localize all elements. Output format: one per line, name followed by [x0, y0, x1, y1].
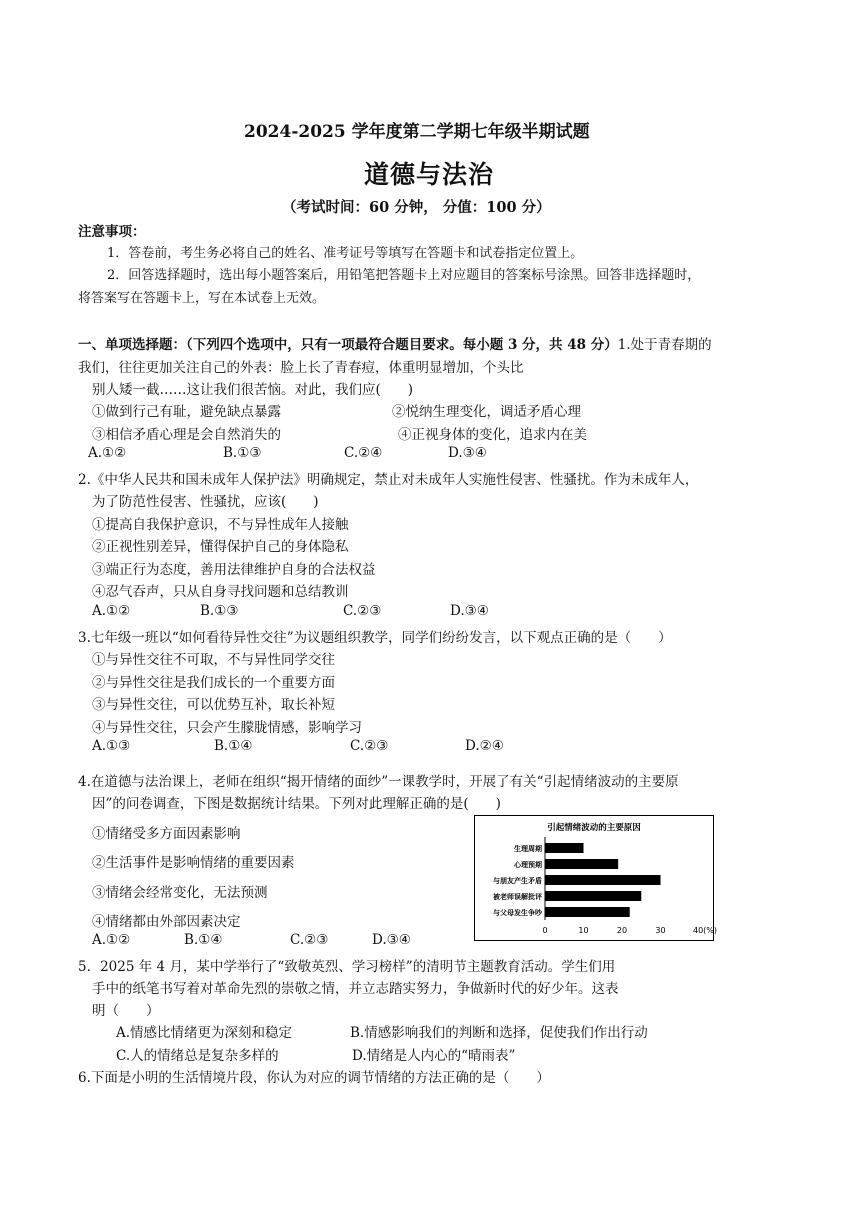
- chart-tick-label: 10: [578, 926, 589, 935]
- q4-option-4: ④情绪都由外部因素决定: [92, 914, 241, 930]
- chart-bar: [545, 907, 630, 917]
- q2-option-4: ④忍气吞声，只从自身寻找问题和总结教训: [92, 584, 349, 600]
- chart-tick-label: 30: [655, 926, 666, 935]
- q1-option-3: ③相信矛盾心理是会自然消失的: [92, 427, 281, 443]
- notice-item-2-line-1: 2．回答选择题时，选出每小题答案后，用铅笔把答题卡上对应题目的答案标号涂黑。回答非选择题时，: [107, 268, 701, 283]
- q1-stem-start: 1.处于青春期的: [617, 337, 712, 353]
- chart-category-label: 被老师误解批评: [493, 893, 542, 901]
- q1-option-1: ①做到行己有耻，避免缺点暴露: [92, 404, 281, 420]
- chart-category-label: 与朋友产生矛盾: [493, 877, 542, 885]
- chart-title: 引起情绪波动的主要原因: [547, 823, 641, 833]
- q3-option-3: ③与异性交往，可以优势互补，取长补短: [92, 697, 335, 713]
- chart-bar: [545, 843, 584, 853]
- q1-choice-a: A.①②: [88, 445, 127, 461]
- q2-choice-b: B.①③: [200, 603, 239, 619]
- q5-choice-d: D.情绪是人内心的“晴雨表”: [352, 1048, 516, 1064]
- q1-stem-line-2: 我们，往往更加关注自己的外表：脸上长了青春痘，体重明显增加，个头比: [78, 360, 524, 376]
- q2-stem-line-1: 2.《中华人民共和国未成年人保护法》明确规定，禁止对未成年人实施性侵害、性骚扰。作为未成年人，: [78, 472, 699, 488]
- q2-choice-c: C.②③: [343, 603, 382, 619]
- q4-option-1: ①情绪受多方面因素影响: [92, 826, 241, 842]
- q6-stem: 6.下面是小明的生活情境片段，你认为对应的调节情绪的方法正确的是（ ）: [78, 1070, 550, 1086]
- q2-choice-a: A.①②: [92, 603, 131, 619]
- q4-stem-line-1: 4.在道德与法治课上，老师在组织“揭开情绪的面纱”一课教学时，开展了有关“引起情绪波动的主要原: [78, 774, 679, 790]
- exam-title: 2024-2025 学年度第二学期七年级半期试题: [244, 122, 590, 142]
- q1-option-4: ④正视身体的变化，追求内在美: [398, 427, 587, 443]
- q3-choice-a: A.①③: [92, 738, 131, 754]
- q4-choice-b: B.①④: [184, 932, 223, 948]
- section-1-heading: 一、单项选择题：（下列四个选项中，只有一项最符合题目要求。每小题 3 分，共 48 分）: [78, 337, 618, 353]
- subject-title: 道德与法治: [364, 160, 495, 189]
- notice-item-1: 1．答卷前，考生务必将自己的姓名、准考证号等填写在答题卡和试卷指定位置上。: [107, 246, 584, 261]
- q1-choice-b: B.①③: [223, 445, 262, 461]
- q5-choice-a: A.情感比情绪更为深刻和稳定: [116, 1025, 293, 1041]
- q5-choice-b: B.情感影响我们的判断和选择，促使我们作出行动: [350, 1025, 648, 1041]
- q3-option-1: ①与异性交往不可取，不与异性同学交往: [92, 652, 335, 668]
- chart-bar: [545, 875, 661, 885]
- q3-choice-d: D.②④: [465, 738, 504, 754]
- q4-option-3: ③情绪会经常变化，无法预测: [92, 885, 268, 901]
- notice-heading: 注意事项：: [78, 224, 146, 240]
- chart-category-label: 生理周期: [514, 845, 542, 853]
- q3-option-2: ②与异性交往是我们成长的一个重要方面: [92, 675, 335, 691]
- chart-tick-label: 40(%): [693, 926, 718, 935]
- chart-tick-label: 20: [616, 926, 628, 935]
- q4-choice-a: A.①②: [92, 932, 131, 948]
- q5-stem-line-2: 手中的纸笔书写着对革命先烈的崇敬之情，并立志踏实努力，争做新时代的好少年。这表: [92, 981, 619, 997]
- q1-option-2: ②悦纳生理变化，调适矛盾心理: [392, 404, 581, 420]
- section-1-heading-line: [78, 333, 712, 353]
- chart-bar: [545, 859, 618, 869]
- q2-option-3: ③端正行为态度，善用法律维护自身的合法权益: [92, 562, 376, 578]
- q4-stem-line-2: 因”的问卷调查，下图是数据统计结果。下列对此理解正确的是( ): [92, 796, 501, 812]
- q5-choice-c: C.人的情绪总是复杂多样的: [116, 1048, 279, 1064]
- q5-stem-line-1: 5．2025 年 4 月，某中学举行了“致敬英烈、学习榜样”的清明节主题教育活动。学生们用: [78, 959, 616, 975]
- chart-tick-label: 0: [542, 926, 548, 935]
- q5-stem-line-3: 明（ ）: [92, 1003, 160, 1019]
- q2-option-2: ②正视性别差异，懂得保护自己的身体隐私: [92, 539, 349, 555]
- q1-choice-d: D.③④: [448, 445, 487, 461]
- q3-option-4: ④与异性交往，只会产生朦胧情感，影响学习: [92, 720, 362, 736]
- q3-choice-b: B.①④: [214, 738, 253, 754]
- q3-choice-c: C.②③: [350, 738, 389, 754]
- chart-bar: [545, 891, 641, 901]
- q4-chart-svg: [475, 816, 718, 940]
- q2-stem-line-2: 为了防范性侵害、性骚扰，应该( ): [92, 494, 319, 510]
- q1-stem-line-3: 别人矮一截……这让我们很苦恼。对此，我们应( ): [92, 382, 414, 398]
- q2-option-1: ①提高自我保护意识，不与异性成年人接触: [92, 517, 349, 533]
- chart-category-label: 与父母发生争吵: [493, 909, 542, 917]
- q4-bar-chart: [474, 815, 718, 941]
- notice-item-2-line-2: 将答案写在答题卡上，写在本试卷上无效。: [78, 291, 326, 306]
- q1-choice-c: C.②④: [344, 445, 383, 461]
- q2-choice-d: D.③④: [450, 603, 489, 619]
- q4-choice-d: D.③④: [372, 932, 411, 948]
- q4-choice-c: C.②③: [290, 932, 329, 948]
- q4-option-2: ②生活事件是影响情绪的重要因素: [92, 855, 295, 871]
- chart-category-label: 心理预期: [514, 861, 542, 869]
- exam-info: （考试时间：60 分钟， 分值：100 分）: [282, 199, 551, 216]
- q3-stem: 3.七年级一班以“如何看待异性交往”为议题组织教学，同学们纷纷发言，以下观点正确的是（ ）: [78, 630, 672, 646]
